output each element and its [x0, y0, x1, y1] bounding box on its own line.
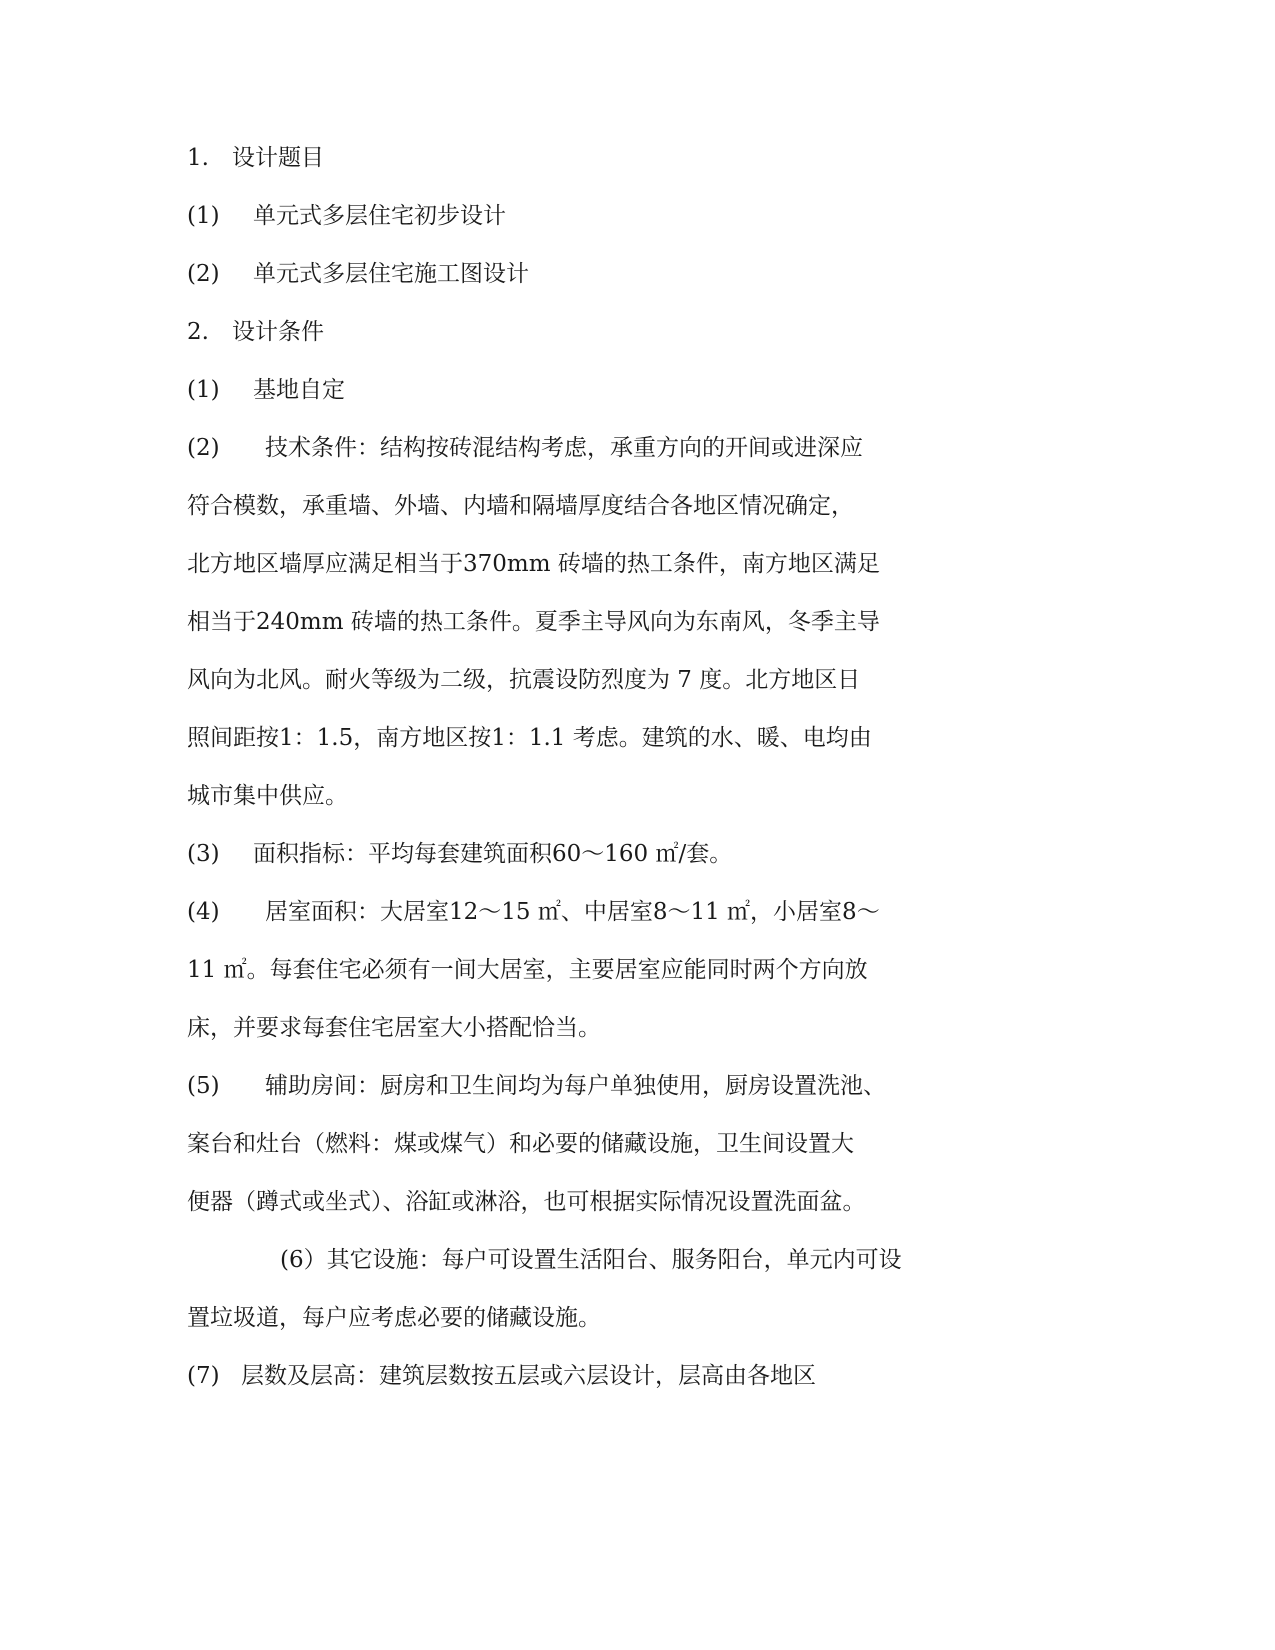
heading-design-conditions: 2. 设计条件: [187, 319, 324, 345]
heading-design-topic: 1. 设计题目: [187, 145, 324, 171]
text-line: 照间距按1：1.5，南方地区按1：1.1 考虑。建筑的水、暖、电均由: [187, 725, 872, 751]
text-line: 符合模数，承重墙、外墙、内墙和隔墙厚度结合各地区情况确定，: [187, 493, 854, 519]
item-site: (1) 基地自定: [187, 377, 345, 403]
text-line: 风向为北风。耐火等级为二级，抗震设防烈度为 7 度。北方地区日: [187, 667, 861, 693]
text-line: 便器（蹲式或坐式）、浴缸或淋浴，也可根据实际情况设置洗面盆。: [187, 1189, 866, 1215]
text-line: 北方地区墙厚应满足相当于370mm 砖墙的热工条件，南方地区满足: [187, 551, 880, 577]
item-construction-drawing: (2) 单元式多层住宅施工图设计: [187, 261, 529, 287]
text-line: 11 ㎡。每套住宅必须有一间大居室，主要居室应能同时两个方向放: [187, 957, 868, 983]
text-line: 相当于240mm 砖墙的热工条件。夏季主导风向为东南风，冬季主导: [187, 609, 880, 635]
item-auxiliary-rooms: (5) 辅助房间：厨房和卫生间均为每户单独使用，厨房设置洗池、: [187, 1073, 886, 1099]
item-technical-conditions: (2) 技术条件：结构按砖混结构考虑，承重方向的开间或进深应: [187, 435, 863, 461]
item-room-area: (4) 居室面积：大居室12～15 ㎡、中居室8～11 ㎡，小居室8～: [187, 899, 880, 925]
text-line: 案台和灶台（燃料：煤或煤气）和必要的储藏设施，卫生间设置大: [187, 1131, 854, 1157]
item-other-facilities: (6）其它设施：每户可设置生活阳台、服务阳台，单元内可设: [280, 1247, 902, 1273]
item-preliminary-design: (1) 单元式多层住宅初步设计: [187, 203, 506, 229]
text-line: 床，并要求每套住宅居室大小搭配恰当。: [187, 1015, 601, 1041]
item-area-index: (3) 面积指标：平均每套建筑面积60～160 ㎡/套。: [187, 841, 733, 867]
item-floors-height: (7) 层数及层高：建筑层数按五层或六层设计，层高由各地区: [187, 1363, 816, 1389]
text-line: 置垃圾道，每户应考虑必要的储藏设施。: [187, 1305, 601, 1331]
text-line: 城市集中供应。: [187, 783, 348, 809]
